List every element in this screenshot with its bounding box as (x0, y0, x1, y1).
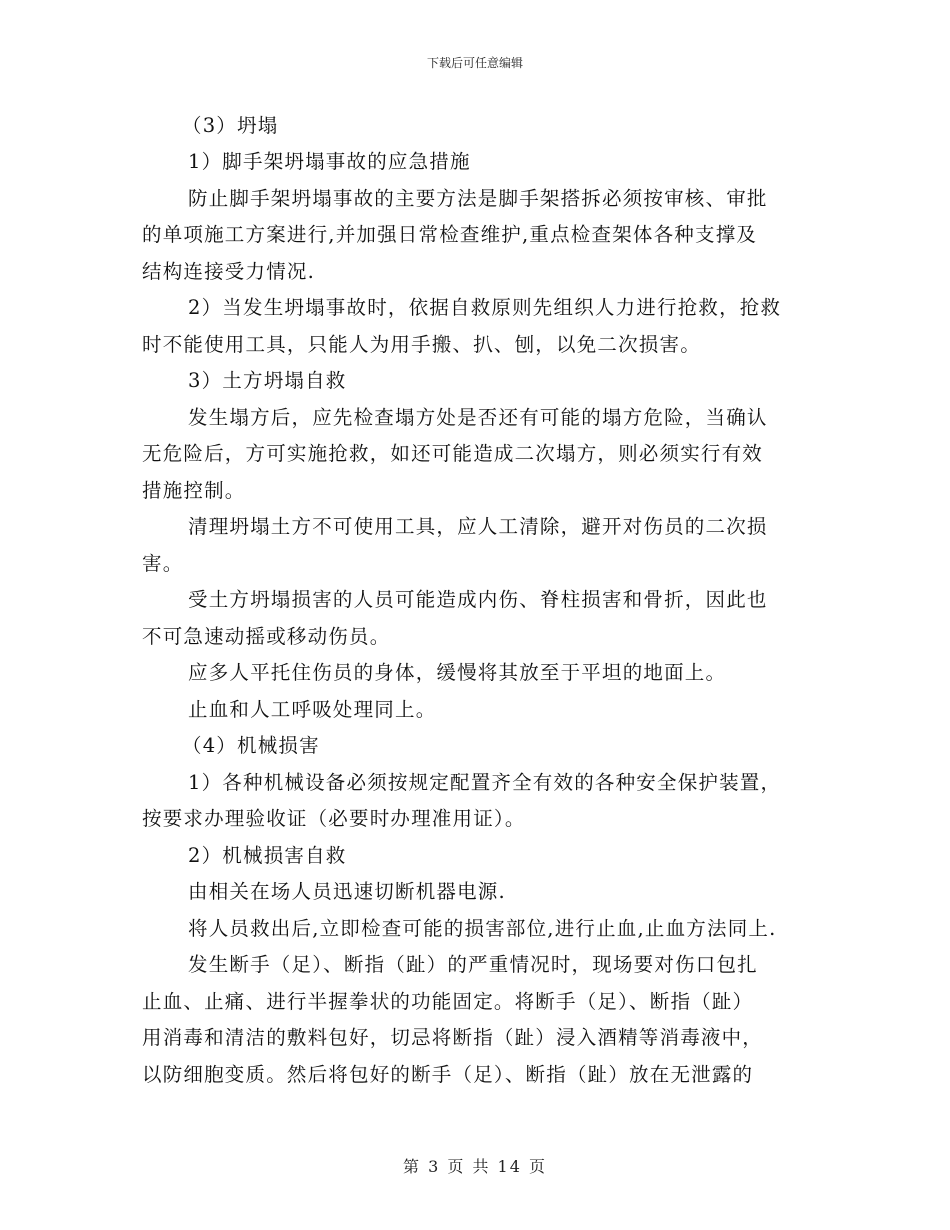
paragraph-line: 发生断手（足）、断指（趾）的严重情况时，现场要对伤口包扎 (188, 953, 758, 976)
paragraph-line: 害。 (142, 552, 184, 575)
page-header: 下载后可任意编辑 (426, 56, 523, 70)
subheading: 1）脚手架坍塌事故的应急措施 (188, 150, 471, 173)
paragraph-line: 措施控制。 (142, 479, 246, 502)
paragraph-line: 以防细胞变质。然后将包好的断手（足）、断指（趾）放在无泄露的 (142, 1063, 754, 1086)
section-heading: （3）坍塌 (182, 114, 279, 137)
paragraph-line: 止血和人工呼吸处理同上。 (188, 698, 437, 721)
paragraph-line: 不可急速动摇或移动伤员。 (142, 625, 391, 648)
paragraph-line: 防止脚手架坍塌事故的主要方法是脚手架搭拆必须按审核、审批 (188, 187, 768, 210)
paragraph-line: 止血、止痛、进行半握拳状的功能固定。将断手（足）、断指（趾） (142, 990, 754, 1013)
paragraph-line: 将人员救出后,立即检查可能的损害部位,进行止血,止血方法同上. (188, 917, 777, 940)
paragraph-line: 无危险后，方可实施抢救，如还可能造成二次塌方，则必须实行有效 (142, 442, 764, 465)
paragraph-line: 用消毒和清洁的敷料包好，切忌将断指（趾）浸入酒精等消毒液中， (142, 1026, 764, 1049)
paragraph-line: 受土方坍塌损害的人员可能造成内伤、脊柱损害和骨折，因此也 (188, 588, 768, 611)
subheading: 2）机械损害自救 (188, 844, 347, 867)
paragraph-line: 结构连接受力情况. (142, 260, 315, 283)
paragraph-line: 发生塌方后，应先检查塌方处是否还有可能的塌方危险，当确认 (188, 406, 768, 429)
subheading: 3）土方坍塌自救 (188, 369, 347, 392)
section-heading: （4）机械损害 (182, 734, 320, 757)
paragraph-line: 清理坍塌土方不可使用工具，应人工清除，避开对伤员的二次损 (188, 515, 768, 538)
paragraph-line: 时不能使用工具，只能人为用手搬、扒、刨，以免二次损害。 (142, 333, 701, 356)
paragraph-line: 2）当发生坍塌事故时，依据自救原则先组织人力进行抢救，抢救 (188, 296, 782, 319)
paragraph-line: 由相关在场人员迅速切断机器电源. (188, 880, 506, 903)
page-number-footer: 第 3 页 共 14 页 (403, 1157, 547, 1176)
paragraph-line: 1）各种机械设备必须按规定配置齐全有效的各种安全保护装置， (188, 771, 782, 794)
paragraph-line: 的单项施工方案进行,并加强日常检查维护,重点检查架体各种支撑及 (142, 223, 758, 246)
paragraph-line: 应多人平托住伤员的身体，缓慢将其放至于平坦的地面上。 (188, 661, 727, 684)
paragraph-line: 按要求办理验收证（必要时办理准用证）。 (142, 807, 526, 830)
